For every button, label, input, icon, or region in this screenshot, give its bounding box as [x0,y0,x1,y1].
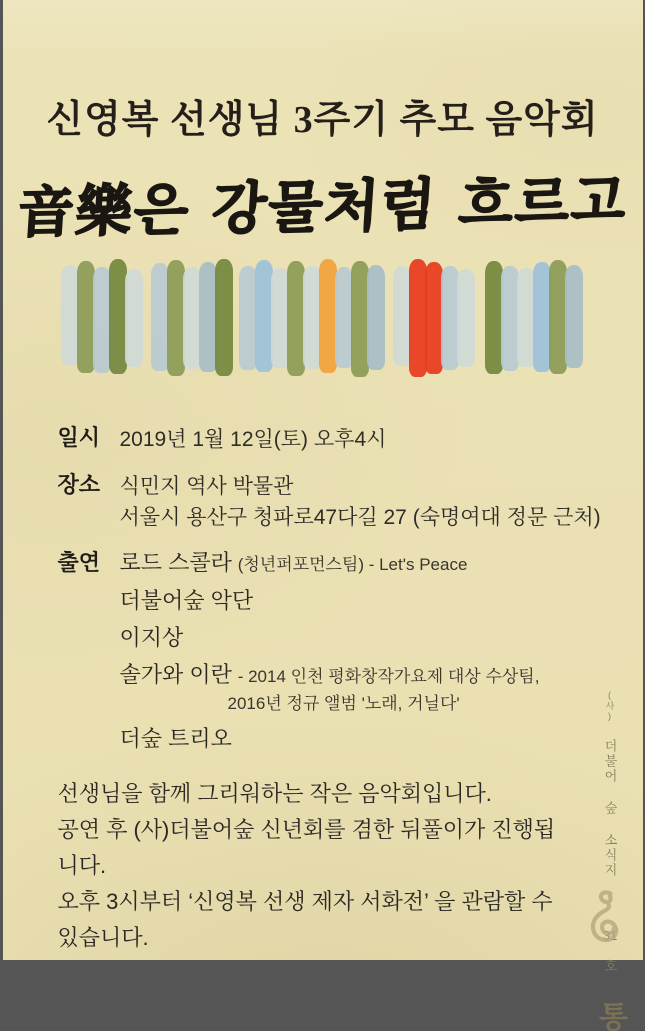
brush-stroke [319,259,337,373]
brush-stroke [533,262,551,372]
brush-stroke [351,261,369,377]
cast-row [58,549,613,762]
brush-stroke [183,267,201,369]
poster-title: 신영복 선생님 3주기 추모 음악회 [46,99,599,141]
performer-item [120,549,540,578]
brush-stroke [425,262,443,374]
brush-stroke [61,265,79,365]
performer-item [120,624,540,652]
performer-name: 더불어숲 악단 [119,588,254,613]
brush-stroke-band [61,257,583,381]
performer-note: (청년퍼포먼스팀) - Let's Peace [237,555,468,574]
footer-line: 공연 후 (사)더불어숲 신년회를 겸한 뒤풀이가 진행됩니다. [57,817,556,878]
performer-name: 더숲 트리오 [119,726,232,751]
performer-name: 로드 스콜라 [119,550,232,575]
brush-stroke [93,267,111,373]
performer-note: - 2014 인천 평화창작가요제 대상 수상팀, [237,667,540,686]
brush-stroke [501,266,519,371]
brush-stroke [549,260,567,374]
brush-stroke [303,266,321,369]
brush-stroke [367,265,385,370]
brush-stroke [239,266,257,370]
event-info [58,424,613,778]
brush-stroke [485,261,503,374]
venue-row [58,471,613,533]
footer-line: 선생님을 함께 그리워하는 작은 음악회입니다. [57,781,492,806]
datetime-row [58,424,613,455]
newsletter-issue-number: 31 [603,929,618,942]
performer-note-line2: 2016년 정규 앨범 '노래, 거닐다' [227,694,460,713]
performer-item [120,587,540,615]
venue-name: 식민지 역사 박물관 [119,475,294,498]
cast-label: 출연 [57,550,101,575]
performer-name: 솔가와 이란 [119,662,232,687]
brush-stroke [287,261,305,376]
performer-item [120,661,540,716]
brush-stroke [167,260,185,376]
brush-stroke [565,265,583,368]
brush-stroke [77,261,95,373]
newsletter-org-prefix: (사) [604,690,615,722]
performer-item [120,725,540,753]
brush-stroke [199,262,217,372]
brush-stroke [151,263,169,371]
brush-stroke [255,260,273,372]
brush-stroke [215,259,233,376]
newsletter-side-label [594,690,627,1031]
datetime-label: 일시 [57,425,101,450]
brush-stroke [335,267,353,368]
footer-notes [58,776,573,956]
brush-stroke [125,269,143,367]
brush-stroke [517,268,535,367]
brush-stroke [409,259,427,377]
newsletter-issue-suffix: 호 [602,959,618,974]
footer-line: 오후 3시부터 ‘신영복 선생 제자 서화전’ 을 관람할 수 있습니다. [57,889,553,950]
brush-stroke [457,269,475,367]
newsletter-title-mark: 통 [593,1001,627,1031]
datetime-value: 2019년 1월 12일(토) 오후4시 [119,428,387,451]
performer-name: 이지상 [119,625,184,650]
memorial-concert-poster [3,0,643,1031]
calligraphy-headline: 音樂은 강물처럼 흐르고 [15,170,630,246]
brush-stroke [393,266,411,366]
venue-address: 서울시 용산구 청파로47다길 27 (숙명여대 정문 근처) [119,506,601,529]
brush-stroke [271,268,289,368]
brush-stroke [441,266,459,370]
newsletter-org-name: 더불어 숲 소식지 [602,739,618,878]
brush-stroke [109,259,127,374]
tong-seal-mark [583,888,629,950]
venue-label: 장소 [57,472,101,497]
